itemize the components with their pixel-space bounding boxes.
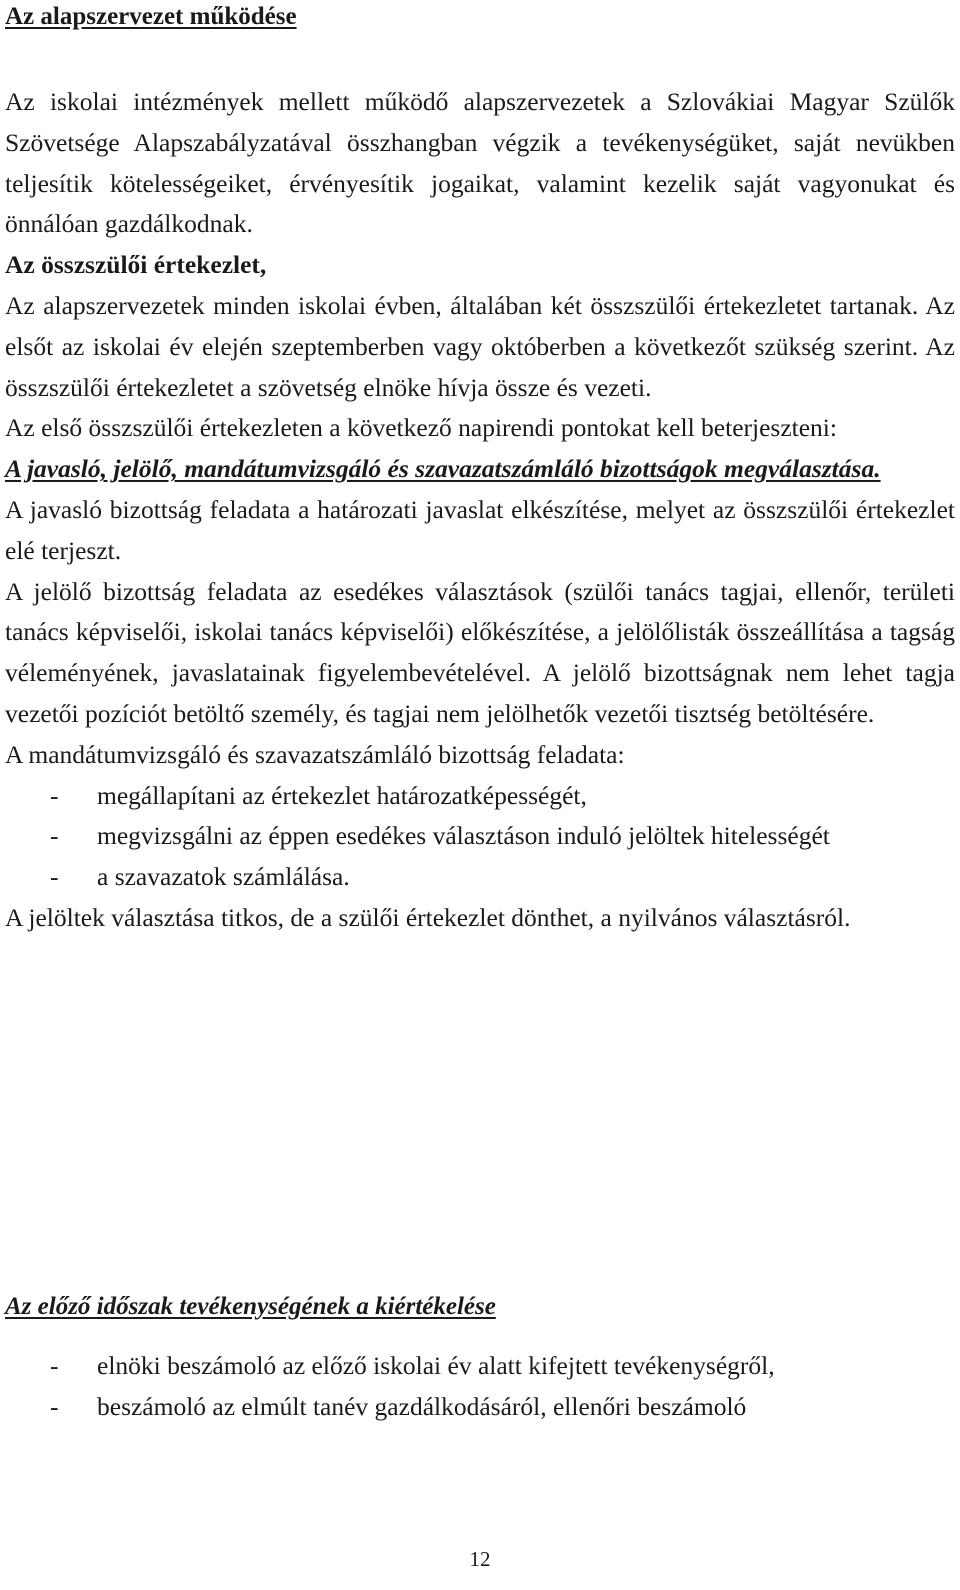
section-heading: Az alapszervezet működése — [5, 3, 297, 30]
committee-election-line: A javasló, jelölő, mandátumvizsgáló és szavazatszámláló bizottságok megválasztása. — [5, 454, 881, 484]
committee-duties-list — [5, 776, 955, 898]
list-item: - megállapítani az értekezlet határozatképességét, — [5, 776, 955, 817]
list-item: - megvizsgálni az éppen esedékes választáson induló jelöltek hitelességét — [5, 816, 955, 857]
list-item: - a szavazatok számlálása. — [5, 857, 955, 898]
list-item: - elnöki beszámoló az előző iskolai év alatt kifejtett tevékenységről, — [5, 1346, 955, 1387]
agenda-paragraph: Az első összszülői értekezleten a következő napirendi pontokat kell beterjeszteni: — [5, 413, 837, 443]
dash-bullet: - — [50, 1351, 59, 1380]
meetings-paragraph: Az alapszervezetek minden iskolai évben, általában két összszülői értekezletet tartanak. Az elsőt az iskolai év elején szeptemberben vagy októberben a következőt szükség szerint. Az összszülői értekezletet a szövetség elnöke hívja össze és vezeti. — [5, 290, 955, 402]
page-number: 12 — [469, 1547, 491, 1571]
dash-bullet: - — [50, 1391, 59, 1421]
nomination-committee-paragraph: A jelölő bizottság feladata az esedékes választások (szülői tanács tagjai, ellenőr, területi tanács képviselői, iskolai tanács képviselői) előkészítése, a jelölőlisták összeállítása a tagság véleményének, javaslatainak figyelembevételével. A jelölő bizottságnak nem lehet tagja vezetői pozíciót betöltő személy, és tagjai nem jelölhetők vezetői tisztség betöltésére. — [5, 576, 955, 728]
subheading-general-meeting: Az összszülői értekezlet, — [5, 250, 267, 280]
proposal-committee-paragraph: A javasló bizottság feladata a határozati javaslat elkészítése, melyet az összszülői értekezlet elé terjeszt. — [5, 494, 955, 565]
dash-bullet: - — [50, 821, 59, 851]
voting-paragraph: A jelöltek választása titkos, de a szülői értekezlet dönthet, a nyilvános választásról. — [5, 902, 851, 932]
evaluation-heading: Az előző időszak tevékenységének a kiértékelése — [5, 1293, 496, 1320]
mandate-committee-paragraph: A mandátumvizsgáló és szavazatszámláló bizottság feladata: — [5, 739, 625, 769]
dash-bullet: - — [50, 780, 59, 810]
list-item: - beszámoló az elmúlt tanév gazdálkodásáról, ellenőri beszámoló — [5, 1387, 955, 1428]
intro-paragraph: Az iskolai intézmények mellett működő alapszervezetek a Szlovákiai Magyar Szülők Szövetsége Alapszabályzatával összhangban végzik a tevékenységüket, saját nevükben teljesítik kötelességeiket, érvényesítik jogaikat, valamint kezelik saját vagyonukat és önnálóan gazdálkodnak. — [5, 87, 955, 239]
evaluation-list — [5, 1346, 955, 1428]
dash-bullet: - — [50, 862, 59, 892]
document-body — [5, 82, 955, 939]
